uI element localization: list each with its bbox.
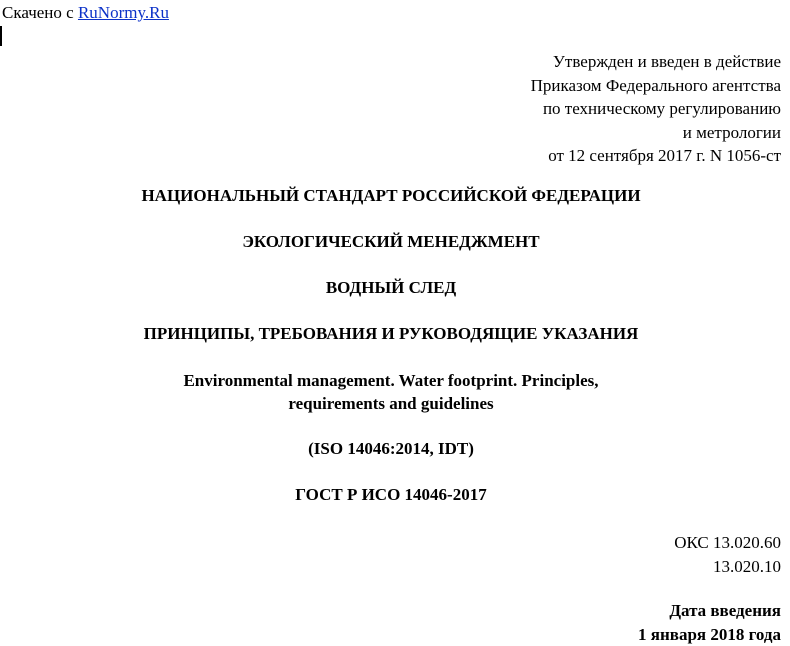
heading-water-footprint: ВОДНЫЙ СЛЕД — [0, 277, 782, 298]
english-title-line-2: requirements and guidelines — [0, 392, 782, 415]
introduction-date: 1 января 2018 года — [638, 623, 781, 646]
gost-number: ГОСТ Р ИСО 14046-2017 — [0, 484, 782, 505]
approval-block — [531, 50, 781, 168]
introduction-label: Дата введения — [638, 599, 781, 623]
heading-eco-management: ЭКОЛОГИЧЕСКИЙ МЕНЕДЖМЕНТ — [0, 231, 782, 252]
heading-national-standard: НАЦИОНАЛЬНЫЙ СТАНДАРТ РОССИЙСКОЙ ФЕДЕРАЦИИ — [0, 185, 782, 206]
heading-principles: ПРИНЦИПЫ, ТРЕБОВАНИЯ И РУКОВОДЯЩИЕ УКАЗАНИЯ — [0, 323, 782, 344]
approval-line-1: Утвержден и введен в действие — [531, 50, 781, 74]
source-line — [2, 3, 169, 23]
approval-line-3: по техническому регулированию — [531, 97, 781, 121]
approval-line-4: и метрологии — [531, 121, 781, 145]
english-title — [0, 369, 782, 415]
approval-line-2: Приказом Федерального агентства — [531, 74, 781, 98]
english-title-line-1: Environmental management. Water footprint. Principles, — [0, 369, 782, 392]
introduction-date-block — [638, 599, 781, 646]
runormy-link[interactable]: RuNormy.Ru — [78, 3, 169, 22]
oks-codes — [674, 531, 781, 578]
approval-line-5: от 12 сентября 2017 г. N 1056-ст — [531, 144, 781, 168]
oks-line-2: 13.020.10 — [674, 555, 781, 579]
source-prefix: Скачено с — [2, 3, 78, 22]
iso-reference: (ISO 14046:2014, IDT) — [0, 438, 782, 459]
text-cursor — [0, 26, 2, 46]
oks-line-1: ОКС 13.020.60 — [674, 531, 781, 555]
